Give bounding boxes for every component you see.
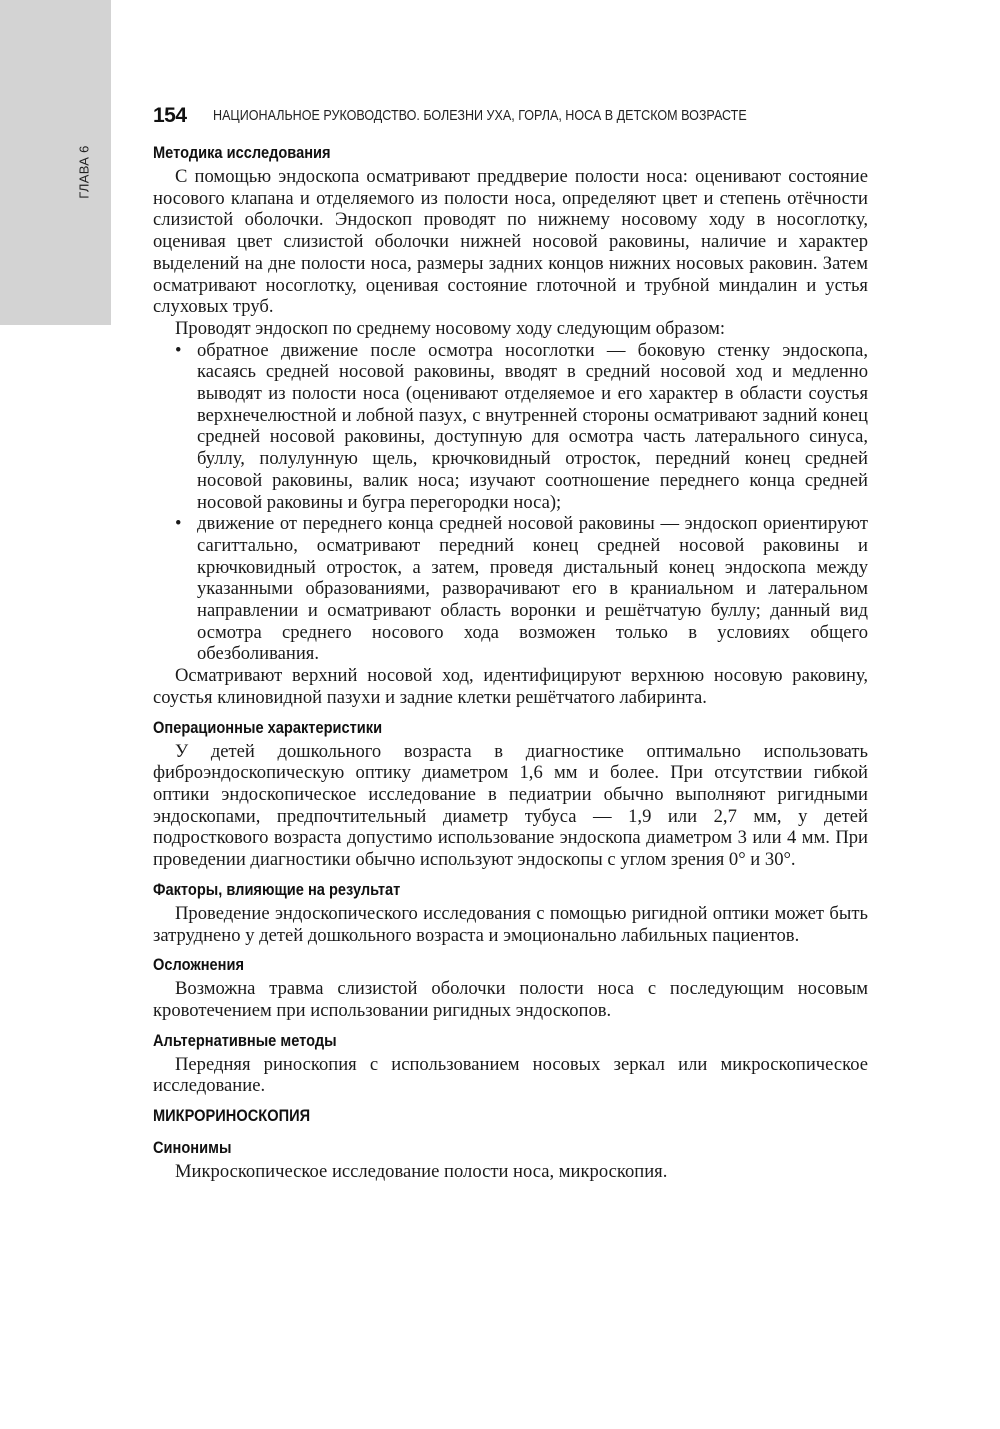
list-item (175, 340, 868, 514)
paragraph: У детей дошкольного возраста в диагностике оптимально использовать фиброэндоскопическую оптику диаметром 1,6 мм и более. При отсутствии гибкой оптики эндоскопическое исследование в педиатрии обычно выполняют ригидными эндоскопами, предпочтительный диаметр тубуса — 1,9 или 2,7 мм, у детей подросткового возраста допустимо использование эндоскопа диаметром 3 или 4 мм. При проведении диагностики обычно используют эндоскопы с углом зрения 0° и 30°. (153, 740, 868, 871)
page-number: 154 (153, 104, 187, 127)
paragraph: Микроскопическое исследование полости носа, микроскопия. (175, 1161, 668, 1183)
section-heading: Альтернативные методы (153, 1030, 337, 1050)
section-microrhinoscopy (153, 1103, 868, 1129)
bullet-icon: • (175, 339, 182, 361)
paragraph: Проведение эндоскопического исследования с помощью ригидной оптики может быть затруднено у детей дошкольного возраста и эмоционально лабильных пациентов. (153, 902, 868, 946)
section-heading: Методика исследования (153, 143, 331, 162)
section-heading: Факторы, влияющие на результат (153, 879, 401, 899)
section-synonyms (153, 1135, 868, 1183)
chapter-section-title: МИКРОРИНОСКОПИЯ (153, 1106, 311, 1126)
section-complications (153, 952, 868, 1021)
list-item-text: обратное движение после осмотра носоглотки — боковую стенку эндоскопа, касаясь средней носовой раковины, вводят в средний носовой ход и медленно выводят из полости носа (оценивают отделяемое и его характер в области соустья верхнечелюстной и лобной пазух, с внутренней стороны осматривают задний конец средней носовой раковины, доступную для осмотра часть латерального синуса, буллу, полулунную щель, крючковидный отросток, передний конец средней носовой раковины, валик носа; изучают соотношение переднего конца средней носовой раковины и бугра перегородки носа); (197, 339, 868, 513)
paragraph: Передняя риноскопия с использованием носовых зеркал или микроскопическое исследование. (153, 1053, 868, 1097)
section-heading: Операционные характеристики (153, 717, 383, 737)
running-head (153, 104, 834, 128)
list-item-text: движение от переднего конца средней носовой раковины — эндоскоп ориентируют сагиттально, осматривают передний конец средней носовой раковины и крючковидный отросток, а затем, проведя дистальный конец эндоскопа между указанными образованиями, разворачивают его в краниальном и латеральном направлении и осматривают область воронки и решётчатую буллу; данный вид осмотра среднего носового хода возможен только в условиях общего обезболивания. (197, 513, 868, 665)
chapter-label: ГЛАВА 6 (76, 145, 92, 199)
paragraph: С помощью эндоскопа осматривают преддверие полости носа: оценивают состояние носового клапана и отделяемого из полости носа, определяют цвет и степень отёчности слизистой оболочки. Эндоскоп проводят по нижнему носовому ходу в носоглотку, оценивая цвет слизистой оболочки нижней носовой раковины, наличие и характер выделений на дне полости носа, размеры задних концов нижних носовых раковин. Затем осматривают носоглотку, оценивая состояние глоточной и трубной миндалин и устья слуховых труб. (153, 166, 868, 318)
section-factors (153, 877, 868, 946)
paragraph: Возможна травма слизистой оболочки полости носа с последующим носовым кровотечением при использовании ригидных эндоскопов. (153, 978, 868, 1021)
page-content (153, 140, 868, 1183)
book-title: НАЦИОНАЛЬНОЕ РУКОВОДСТВО. БОЛЕЗНИ УХА, ГОРЛА, НОСА В ДЕТСКОМ ВОЗРАСТЕ (213, 108, 747, 124)
paragraph: Проводят эндоскоп по среднему носовому ходу следующим образом: (175, 317, 726, 339)
bullet-icon: • (175, 513, 182, 535)
section-heading: Синонимы (153, 1138, 232, 1158)
section-method (153, 140, 868, 709)
section-alternatives (153, 1028, 868, 1097)
paragraph: Осматривают верхний носовой ход, идентифицируют верхнюю носовую раковину, соустья клиновидной пазухи и задние клетки решётчатого лабиринта. (153, 665, 868, 708)
section-operational (153, 715, 868, 871)
chapter-side-tab (0, 0, 111, 325)
section-heading: Осложнения (153, 955, 245, 975)
bullet-list (153, 340, 868, 666)
list-item (175, 513, 868, 665)
